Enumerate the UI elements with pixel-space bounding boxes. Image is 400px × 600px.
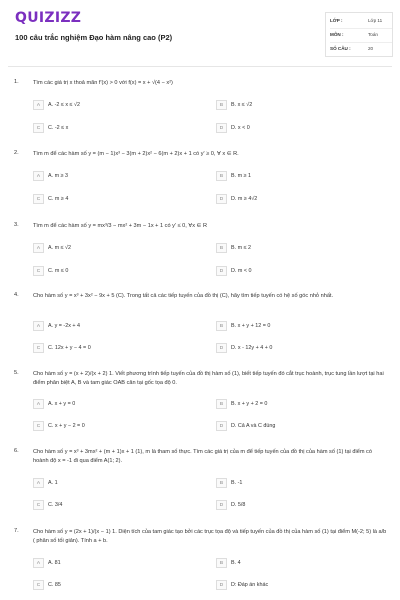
option-letter: D — [216, 343, 227, 353]
meta-box — [325, 12, 393, 57]
option-text: C. x + y − 2 = 0 — [48, 423, 85, 429]
option-b[interactable] — [216, 243, 386, 255]
option-letter: C — [33, 266, 44, 276]
option-d[interactable] — [216, 266, 386, 278]
option-letter: B — [216, 478, 227, 488]
meta-value: 20 — [368, 46, 374, 51]
option-text: A. x + y = 0 — [48, 401, 76, 407]
option-text: A. m ≤ √2 — [48, 245, 71, 251]
option-text: A. m ≥ 3 — [48, 173, 69, 179]
option-letter: A — [33, 100, 44, 110]
option-text: B. 4 — [231, 560, 241, 566]
option-b[interactable] — [216, 100, 386, 112]
option-letter: D — [216, 500, 227, 510]
header-divider — [8, 66, 392, 67]
option-letter: C — [33, 194, 44, 204]
option-text: C. m ≤ 0 — [48, 268, 69, 274]
question-number: 4. — [14, 292, 19, 298]
option-text: C. -2 ≤ x — [48, 125, 69, 131]
option-c[interactable] — [33, 421, 203, 433]
option-d[interactable] — [216, 500, 386, 512]
option-text: D. x - 12y + 4 + 0 — [231, 345, 273, 351]
meta-row-class — [330, 14, 392, 29]
option-text: A. y = -2x + 4 — [48, 323, 81, 329]
option-letter: D — [216, 421, 227, 431]
option-letter: D — [216, 580, 227, 590]
option-text: B. m ≤ 2 — [231, 245, 252, 251]
option-text: B. x + y + 12 = 0 — [231, 323, 271, 329]
option-text: A. 81 — [48, 560, 61, 566]
option-text: B. -1 — [231, 480, 243, 486]
meta-row-subject — [330, 28, 392, 43]
option-letter: A — [33, 321, 44, 331]
meta-value: Toán — [368, 32, 378, 37]
option-c[interactable] — [33, 123, 203, 135]
question-text: Tìm các giá trị x thoả mãn f'(x) > 0 với f(x) = x + √(4 − x²) — [33, 80, 173, 86]
option-letter: C — [33, 500, 44, 510]
meta-label: LỚP : — [330, 18, 343, 23]
question-number: 7. — [14, 528, 19, 534]
option-letter: B — [216, 171, 227, 181]
question-number: 6. — [14, 448, 19, 454]
question-number: 3. — [14, 222, 19, 228]
option-text: A. 1 — [48, 480, 58, 486]
option-letter: A — [33, 558, 44, 568]
meta-label: SỐ CÂU : — [330, 46, 351, 51]
option-text: C. 3/4 — [48, 502, 63, 508]
option-letter: B — [216, 399, 227, 409]
option-letter: A — [33, 399, 44, 409]
option-text: D: Đáp án khác — [231, 582, 269, 588]
option-a[interactable] — [33, 558, 203, 570]
option-letter: B — [216, 243, 227, 253]
option-text: D. m < 0 — [231, 268, 252, 274]
question-text: Cho hàm số y = x³ + 3x² − 9x + 5 (C). Trong tất cả các tiếp tuyến của đồ thị (C), hãy tìm tiếp tuyến có hệ số góc nhỏ nhất. — [33, 293, 334, 299]
page-title: 100 câu trắc nghiệm Đạo hàm nâng cao (P2) — [15, 33, 173, 42]
quizizz-logo: QUIZIZZ — [15, 10, 82, 26]
option-a[interactable] — [33, 321, 203, 333]
option-text: C. 12x + y − 4 = 0 — [48, 345, 91, 351]
option-b[interactable] — [216, 171, 386, 183]
option-c[interactable] — [33, 500, 203, 512]
option-letter: C — [33, 343, 44, 353]
option-a[interactable] — [33, 100, 203, 112]
option-letter: D — [216, 123, 227, 133]
question-text: Cho hàm số y = (2x + 1)/(x − 1) 1. Diện tích của tam giác tạo bởi các trục tọa độ và tiếp tuyến của đồ thị của hàm số (1) tại điểm M(-2; 5) là a/b ( phân số tối giản). Tính a + b. — [33, 529, 387, 544]
option-d[interactable] — [216, 123, 386, 135]
meta-label: MÔN : — [330, 32, 344, 37]
option-c[interactable] — [33, 194, 203, 206]
question-text: Cho hàm số y = (x + 2)/(x + 2) 1. Viết phương trình tiếp tuyến của đồ thị hàm số (1), biết tiếp tuyến đó cắt trục hoành, trục tung lần lượt tại hai điểm phân biệt A, B và tam giác OAB cân tại gốc tọa độ 0. — [33, 371, 384, 386]
option-b[interactable] — [216, 399, 386, 411]
option-text: C. 85 — [48, 582, 61, 588]
option-d[interactable] — [216, 421, 386, 433]
option-a[interactable] — [33, 171, 203, 183]
question-text: Cho hàm số y = x³ + 3mx² + (m + 1)x + 1 (1), m là tham số thực. Tìm các giá trị của m để tiếp tuyến của đồ thị của hàm số (1) tại điểm có hoành độ x = -1 đi qua điểm A(1; 2). — [33, 449, 372, 464]
option-text: A. -2 ≤ x ≤ √2 — [48, 102, 80, 108]
option-b[interactable] — [216, 321, 386, 333]
option-text: C. m ≥ 4 — [48, 196, 69, 202]
option-text: B. m ≥ 1 — [231, 173, 252, 179]
option-letter: B — [216, 321, 227, 331]
option-b[interactable] — [216, 478, 386, 490]
option-b[interactable] — [216, 558, 386, 570]
option-a[interactable] — [33, 478, 203, 490]
meta-row-count — [330, 42, 392, 56]
option-text: B. x + y + 2 = 0 — [231, 401, 268, 407]
option-letter: C — [33, 421, 44, 431]
option-letter: B — [216, 558, 227, 568]
option-letter: D — [216, 266, 227, 276]
meta-value: Lớp 11 — [368, 18, 383, 23]
option-d[interactable] — [216, 343, 386, 355]
question-number: 1. — [14, 79, 19, 85]
option-text: D. 5/8 — [231, 502, 246, 508]
option-d[interactable] — [216, 580, 386, 592]
question-text: Tìm m để các hàm số y = mx³/3 − mx² + 3m − 1x + 1 có y' ≤ 0, ∀x ∈ R — [33, 223, 208, 229]
option-letter: C — [33, 580, 44, 590]
option-letter: A — [33, 478, 44, 488]
option-letter: D — [216, 194, 227, 204]
option-letter: A — [33, 243, 44, 253]
option-text: D. Cả A và C đúng — [231, 423, 276, 429]
page-header — [0, 0, 400, 62]
option-letter: B — [216, 100, 227, 110]
option-letter: A — [33, 171, 44, 181]
option-text: B. x ≤ √2 — [231, 102, 253, 108]
option-text: D. x < 0 — [231, 125, 250, 131]
option-d[interactable] — [216, 194, 386, 206]
option-c[interactable] — [33, 343, 203, 355]
option-a[interactable] — [33, 243, 203, 255]
question-number: 2. — [14, 150, 19, 156]
option-c[interactable] — [33, 580, 203, 592]
question-number: 5. — [14, 370, 19, 376]
option-text: D. m ≥ 4√2 — [231, 196, 258, 202]
option-c[interactable] — [33, 266, 203, 278]
option-a[interactable] — [33, 399, 203, 411]
option-letter: C — [33, 123, 44, 133]
question-text: Tìm m để các hàm số y = (m − 1)x³ − 3(m + 2)x² − 6(m + 2)x + 1 có y' ≥ 0, ∀ x ∈ R. — [33, 151, 239, 157]
